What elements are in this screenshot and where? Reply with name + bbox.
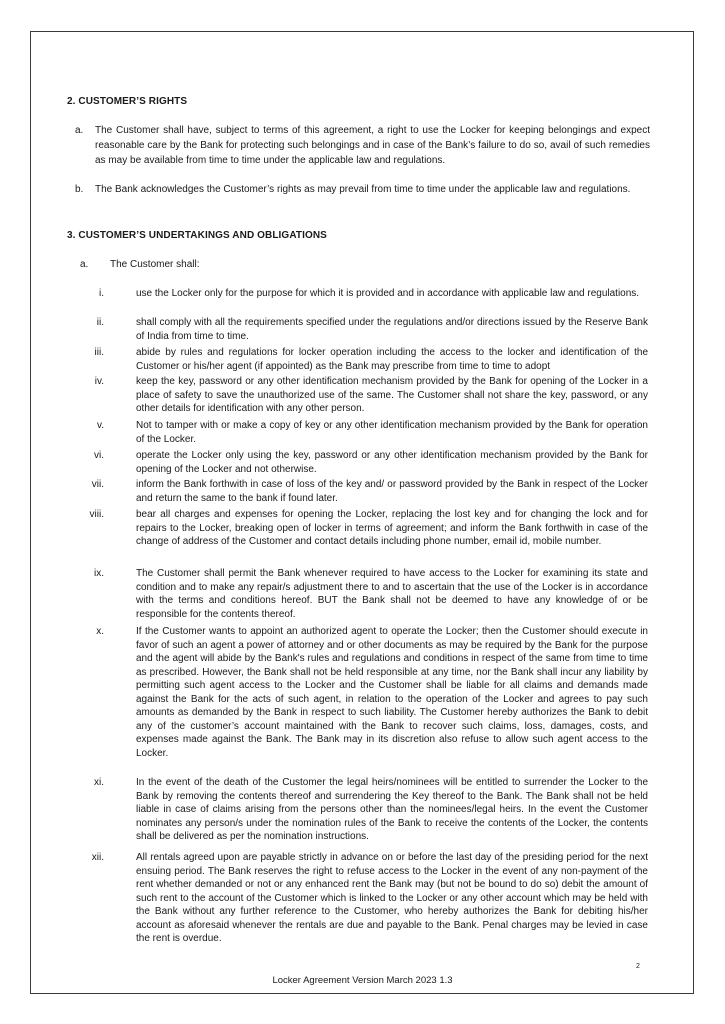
item-iii-text: abide by rules and regulations for locker operation including the access to the locker and identification of the Customer or his/her agent (if appointed) as the Bank may prescribe from time to time to adopt <box>136 347 648 372</box>
item-ix-text: The Customer shall permit the Bank whenever required to have access to the Locker for examining its state and condition and to make any repair/s adjustment there to and to ascertain that the use of the Locker is in accordance with the terms and conditions hereof. BUT the Bank shall not be deemed to have any knowledge of or be responsible for the contents thereof. <box>136 568 648 620</box>
item-ii-label: ii. <box>96 317 104 328</box>
section-2-item-b-text: The Bank acknowledges the Customer’s rights as may prevail from time to time under the applicable law and regulations. <box>95 184 631 195</box>
item-vi-text: operate the Locker only using the key, password or any other identification mechanism provided by the Bank for opening of the Locker and not otherwise. <box>136 450 648 475</box>
item-ix-label: ix. <box>94 568 104 579</box>
section-3-sub-a-label: a. <box>80 259 89 270</box>
section-3-sub-a-intro: The Customer shall: <box>110 259 200 270</box>
item-vii-text: inform the Bank forthwith in case of loss of the key and/ or password provided by the Bank in respect of the Locker and return the same to the bank if found later. <box>136 479 648 504</box>
section-2-heading: 2. CUSTOMER’S RIGHTS <box>67 96 188 107</box>
item-iii-label: iii. <box>94 347 104 358</box>
item-x-label: x. <box>96 626 104 637</box>
footer-version: Locker Agreement Version March 2023 1.3 <box>272 975 453 986</box>
item-vii-label: vii. <box>91 479 104 490</box>
item-i-label: i. <box>99 288 104 299</box>
page-number: 2 <box>636 963 640 970</box>
item-x-text: If the Customer wants to appoint an authorized agent to operate the Locker; then the Customer should execute in favor of such an agent a power of attorney and or other documents as may be required by the Bank for the purpose and the agent will abide by the Bank's rules and regulations and conditions in respect of the same from time to time as prescribed. However, the Bank shall not be held responsible at any time, nor the Bank shall incur any liability by permitting such agent access to the Locker and the Customer shall be liable for all claims and demands made against the Bank for the acts of such agent, in relation to the operation of the Locker and agrees to pay such amounts as demanded by the Bank in respect to such liability. The Customer hereby authorizes the Bank to debit any of the customer’s account maintained with the Bank to recover such claims, loss, damages, costs, and expenses made against the Bank. The Bank may in its discretion also refuse to allow such agent access to the Locker. <box>136 626 648 759</box>
item-viii-label: viii. <box>89 509 104 520</box>
item-xii-text: All rentals agreed upon are payable strictly in advance on or before the last day of the presiding period for the next ensuing period. The Bank reserves the right to refuse access to the Locker in the event of any non-payment of the rent whether demanded or not or any enhanced rent the Bank may (but not be bound to do so) debit the amount of such rent to the account of the Customer which is linked to the Locker or any other account which may be held with the Bank without any further reference to the Customer, who hereby authorizes the Bank for debiting his/her account as aforesaid whenever the rentals are due and payable to the Bank. Penal charges may be levied in case the rent is overdue. <box>136 852 648 944</box>
item-xii-label: xii. <box>91 852 104 863</box>
section-2-item-a-text: The Customer shall have, subject to terms of this agreement, a right to use the Locker for keeping belongings and expect reasonable care by the Bank for protecting such belongings and in case of the Bank’s failure to do so, avail of such remedies as may be available from time to time under the applicable law and regulations. <box>95 125 650 166</box>
item-v-text: Not to tamper with or make a copy of key or any other identification mechanism provided by the Bank for operation of the Locker. <box>136 420 648 445</box>
item-xi-label: xi. <box>94 777 104 788</box>
item-i-text: use the Locker only for the purpose for which it is provided and in accordance with applicable law and regulations. <box>136 288 640 299</box>
section-2-item-b-label: b. <box>75 184 84 195</box>
item-iv-text: keep the key, password or any other identification mechanism provided by the Bank for opening of the Locker in a place of safety to save the unauthorized use of the same. The Customer shall not share the key, password, or any other details for identification with any other person. <box>136 376 648 414</box>
section-2-item-a-label: a. <box>75 125 84 136</box>
item-iv-label: iv. <box>94 376 104 387</box>
item-vi-label: vi. <box>94 450 104 461</box>
item-ii-text: shall comply with all the requirements specified under the regulations and/or directions issued by the Reserve Bank of India from time to time. <box>136 317 648 342</box>
item-viii-text: bear all charges and expenses for opening the Locker, replacing the lost key and for changing the lock and for repairs to the Locker, breaking open of locker in terms of agreement; and inform the Bank forthwith in case of the change of address of the Customer and contact details including phone number, email id, mobile number. <box>136 509 648 547</box>
section-3-heading: 3. CUSTOMER’S UNDERTAKINGS AND OBLIGATIONS <box>67 230 327 241</box>
item-v-label: v. <box>96 420 104 431</box>
item-xi-text: In the event of the death of the Customer the legal heirs/nominees will be entitled to surrender the Locker to the Bank by removing the contents thereof and surrendering the Key thereof to the Bank. The Bank shall not be held liable in case of claims arising from the persons other than the nominees/legal heirs. In the event the Customer nominates any person/s under the nomination rules of the Bank to receive the contents of the Locker, the contents shall be delivered as per the nomination instructions. <box>136 777 648 842</box>
